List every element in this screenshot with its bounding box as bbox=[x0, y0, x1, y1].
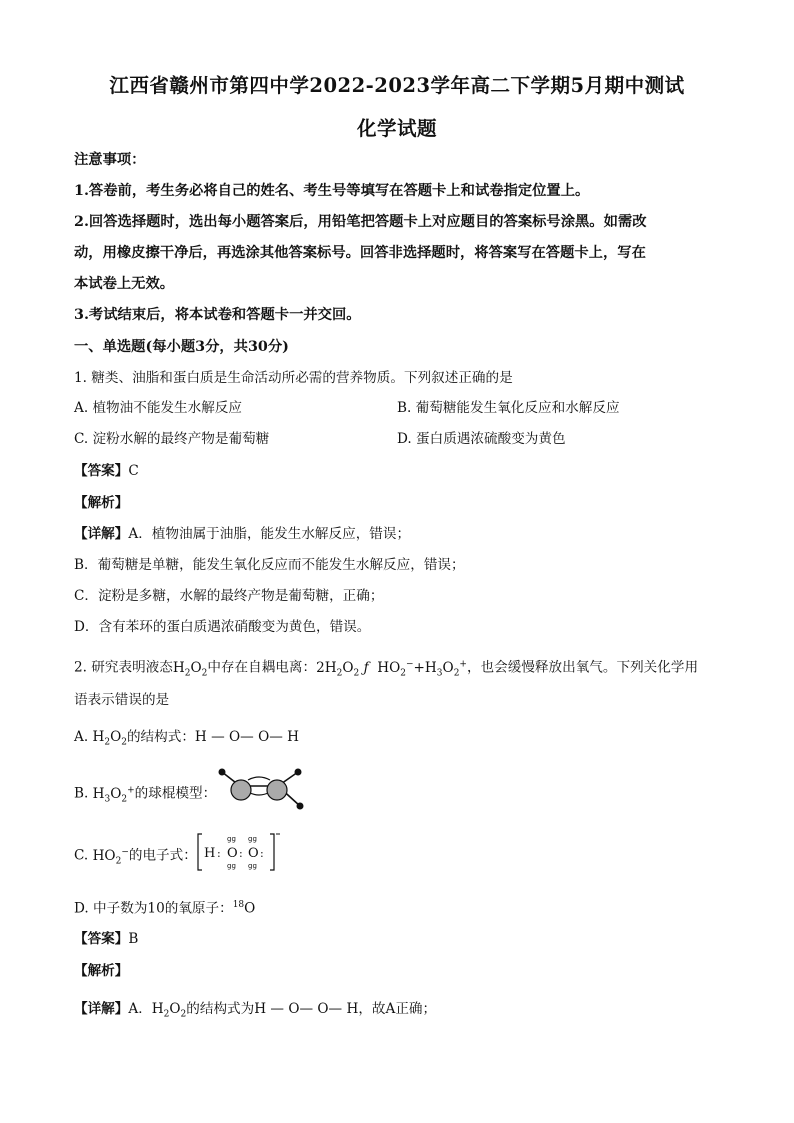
q2-option-a bbox=[74, 727, 299, 753]
section-heading: 一、单选题(每小题3分，共30分) bbox=[74, 339, 289, 355]
svg-text::: : bbox=[239, 847, 243, 860]
option-text: 的球棍模型： bbox=[134, 785, 217, 802]
option-prefix: C. bbox=[74, 847, 89, 864]
exam-title: 江西省赣州市第四中学2022-2023学年高二下学期5月期中测试 bbox=[109, 74, 685, 97]
q2-option-b bbox=[74, 780, 216, 809]
q1-option-d: D. 蛋白质遇浓硫酸变为黄色 bbox=[397, 431, 566, 447]
q1-detail-a bbox=[74, 524, 410, 544]
q1-detail-c: C．淀粉是多糖，水解的最终产物是葡萄糖，正确； bbox=[74, 588, 384, 604]
detail-suffix: ，故A正确； bbox=[358, 1001, 437, 1017]
q1-detail-d: D．含有苯环的蛋白质遇浓硝酸变为黄色，错误。 bbox=[74, 619, 371, 635]
q2-option-c bbox=[74, 842, 197, 871]
q1-analysis-label: 【解析】 bbox=[74, 495, 129, 511]
exam-subtitle: 化学试题 bbox=[356, 117, 437, 140]
notice-item-1: 1.答卷前，考生务必将自己的姓名、考生号等填写在答题卡上和试卷指定位置上。 bbox=[74, 183, 590, 199]
option-text: 的电子式： bbox=[128, 847, 197, 864]
answer-value: C bbox=[128, 463, 139, 479]
structural-formula: H — O— O— H bbox=[254, 1001, 359, 1017]
element-symbol: O bbox=[244, 900, 256, 917]
q2-analysis-label: 【解析】 bbox=[74, 963, 129, 979]
detail-text: 的结构式为 bbox=[186, 1001, 255, 1017]
q2-stem-a: 2. 研究表明液态 bbox=[74, 659, 173, 676]
q1-stem: 1. 糖类、油脂和蛋白质是生命活动所必需的营养物质。下列叙述正确的是 bbox=[74, 370, 513, 386]
option-text: 的结构式： bbox=[126, 729, 195, 745]
q1-answer bbox=[74, 461, 139, 481]
formula-h2o2: $H_2O_2$ bbox=[92, 729, 127, 748]
q1-detail-b: B．葡萄糖是单糖，能发生氧化反应而不能发生水解反应，错误； bbox=[74, 557, 465, 573]
formula-h3o2-plus: $H_3O_2^+$ bbox=[92, 785, 135, 805]
notice-item-2c: 本试卷上无效。 bbox=[74, 276, 175, 292]
option-prefix: A. bbox=[74, 729, 89, 745]
formula-h2o2: $H_2O_2$ bbox=[172, 659, 208, 679]
electron-formula-icon bbox=[196, 830, 286, 874]
svg-text:gg: gg bbox=[227, 835, 236, 843]
notice-item-3: 3.考试结束后，将本试卷和答题卡一并交回。 bbox=[74, 307, 361, 323]
svg-text:gg: gg bbox=[248, 862, 257, 870]
ball-stick-model-icon bbox=[212, 764, 312, 816]
option-text: D. 中子数为10的氧原子： bbox=[74, 900, 233, 917]
q2-stem-b: 中存在自耦电离： bbox=[207, 659, 317, 676]
detail-label: 【详解】 bbox=[74, 1001, 129, 1017]
svg-text:H: H bbox=[204, 846, 216, 861]
detail-text: A．植物油属于油脂，能发生水解反应，错误； bbox=[128, 526, 411, 542]
notice-heading: 注意事项： bbox=[74, 152, 146, 168]
q1-option-c: C. 淀粉水解的最终产物是葡萄糖 bbox=[74, 431, 270, 447]
detail-prefix: A． bbox=[128, 1001, 152, 1017]
q1-option-b: B. 葡萄糖能发生氧化反应和水解反应 bbox=[397, 400, 620, 416]
q2-stem-line1 bbox=[74, 654, 698, 683]
formula-h2o2: $H_2O_2$ bbox=[151, 1001, 187, 1020]
notice-item-2b: 动，用橡皮擦干净后，再选涂其他答案标号。回答非选择题时，将答案写在答题卡上，写在 bbox=[74, 245, 646, 261]
svg-text:O: O bbox=[248, 846, 259, 861]
answer-label: 【答案】 bbox=[74, 931, 129, 947]
structural-formula: H — O— O— H bbox=[194, 729, 299, 745]
q2-option-d bbox=[74, 895, 255, 919]
option-prefix: B. bbox=[74, 785, 89, 802]
formula-ho2-minus: $HO_2^-$ bbox=[92, 847, 129, 867]
q2-detail-a bbox=[74, 999, 436, 1025]
detail-label: 【详解】 bbox=[74, 526, 129, 542]
svg-text:gg: gg bbox=[248, 835, 257, 843]
q2-stem-line2: 语表示错误的是 bbox=[74, 692, 170, 708]
svg-text::: : bbox=[260, 847, 264, 860]
mass-number: 18 bbox=[232, 900, 245, 910]
q2-answer bbox=[74, 929, 138, 949]
svg-text:O: O bbox=[227, 846, 238, 861]
svg-text::: : bbox=[217, 847, 221, 860]
svg-text:gg: gg bbox=[227, 862, 236, 870]
answer-value: B bbox=[128, 931, 139, 947]
notice-item-2a: 2.回答选择题时，选出每小题答案后，用铅笔把答题卡上对应题目的答案标号涂黑。如需改 bbox=[74, 214, 647, 230]
q1-option-a: A. 植物油不能发生水解反应 bbox=[74, 400, 242, 416]
q2-stem-c: ，也会缓慢释放出氧气。下列关化学用 bbox=[466, 659, 699, 676]
ionization-equation: $2H_2O_2$ ƒ $HO_2^-+H_3O_2^+$ bbox=[316, 659, 467, 679]
answer-label: 【答案】 bbox=[74, 463, 129, 479]
